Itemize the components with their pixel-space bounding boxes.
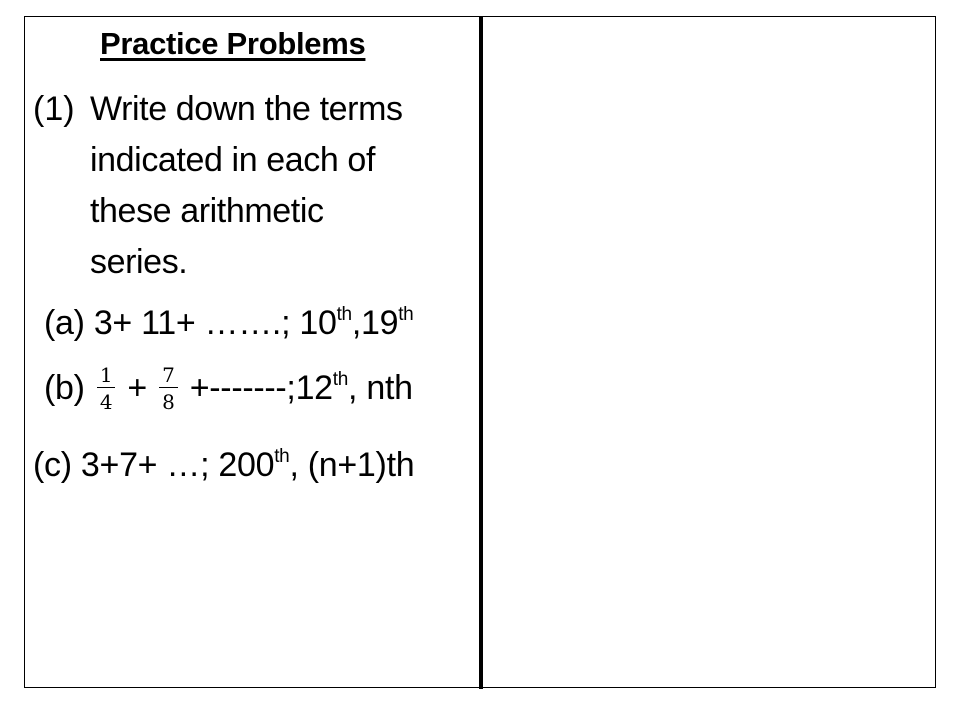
fraction-one-quarter: [97, 364, 115, 413]
part-c-superscript: th: [274, 446, 290, 467]
part-a-label: (a): [44, 304, 85, 342]
part-b-term: , nth: [348, 369, 413, 407]
part-b-series: +-------;12: [189, 369, 333, 407]
problem-line: Write down the terms: [90, 90, 403, 128]
part-b-superscript: th: [332, 369, 349, 390]
column-divider: [479, 16, 483, 689]
fraction-seven-eighths: [159, 364, 177, 413]
part-a-superscript: th: [336, 304, 352, 325]
fraction-denominator: 8: [162, 390, 175, 414]
part-c-label: (c): [33, 446, 72, 484]
part-b-label: (b): [44, 369, 85, 407]
problem-line: these arithmetic: [90, 192, 324, 230]
part-c-term: , (n+1)th: [289, 446, 415, 484]
part-c: [33, 446, 414, 485]
plus-sign: +: [127, 369, 147, 407]
problem-number: (1): [33, 90, 75, 128]
part-b: [44, 364, 413, 413]
part-a-term: ,19: [351, 304, 399, 342]
problem-line: series.: [90, 243, 188, 281]
fraction-numerator: 1: [97, 364, 115, 388]
part-c-series: 3+7+ …; 200: [80, 446, 275, 484]
fraction-numerator: 7: [159, 364, 177, 388]
part-a-superscript: th: [398, 304, 414, 325]
problem-line: indicated in each of: [90, 141, 375, 179]
part-a: [44, 304, 413, 343]
page-title: Practice Problems: [100, 26, 366, 61]
fraction-denominator: 4: [99, 390, 113, 414]
part-a-series: 3+ 11+ …….; 10: [93, 304, 337, 342]
